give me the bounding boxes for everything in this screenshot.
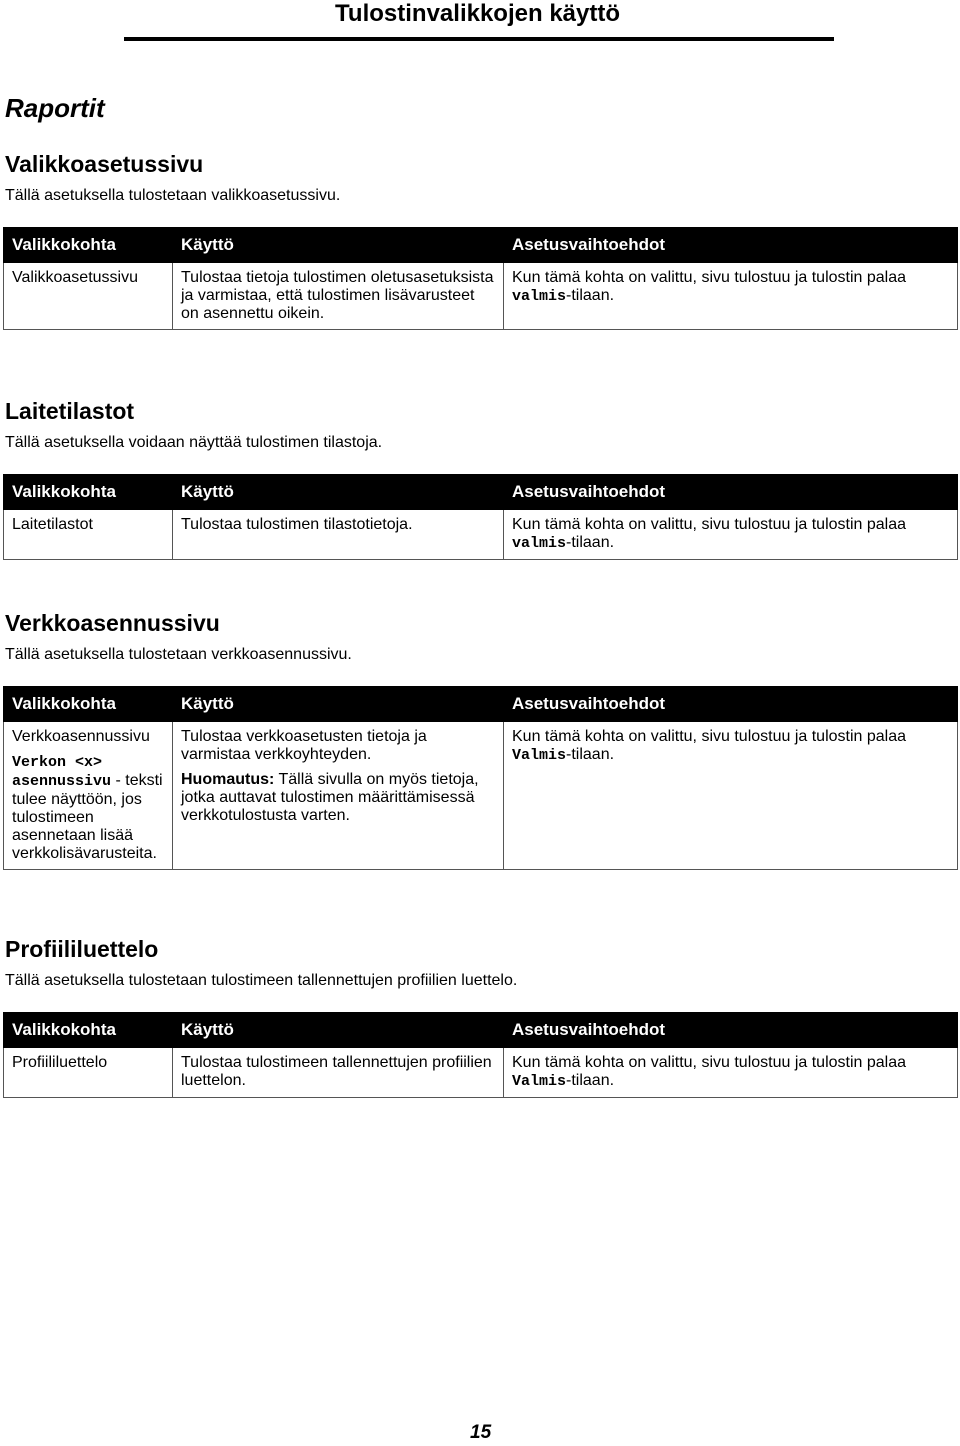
cell-usage: Tulostaa tulostimeen tallennettujen profiilien luettelon. xyxy=(173,1048,504,1098)
table-row xyxy=(4,1048,958,1098)
page-number: 15 xyxy=(470,1422,492,1443)
options-text: Kun tämä kohta on valittu, sivu tulostuu ja tulostin palaa xyxy=(512,269,907,286)
header-rule xyxy=(124,37,834,41)
options-text: Kun tämä kohta on valittu, sivu tulostuu ja tulostin palaa xyxy=(512,728,907,745)
running-header-title: Tulostinvalikkojen käyttö xyxy=(335,0,620,27)
column-header-item: Valikkokohta xyxy=(4,687,173,722)
menu-table xyxy=(3,227,958,330)
options-code: valmis xyxy=(512,535,567,552)
cell-options xyxy=(504,722,958,870)
usage-note xyxy=(181,771,495,825)
section-intro: Tällä asetuksella tulostetaan valikkoasetussivu. xyxy=(5,187,341,204)
column-header-options: Asetusvaihtoehdot xyxy=(504,687,958,722)
section-intro: Tällä asetuksella voidaan näyttää tulostimen tilastoja. xyxy=(5,434,383,451)
section-verkkoasennussivu xyxy=(3,609,959,870)
item-note-text: - teksti tulee näyttöön, jos tulostimeen asennetaan lisää verkkolisävarusteita. xyxy=(12,772,163,862)
note-text: Tällä sivulla on myös tietoja, jotka auttavat tulostimen määrittämisessä verkkotulostusta varten. xyxy=(181,771,479,824)
menu-table xyxy=(3,1012,958,1098)
options-suffix: -tilaan. xyxy=(566,746,615,763)
column-header-options: Asetusvaihtoehdot xyxy=(504,1013,958,1048)
item-note xyxy=(12,753,164,863)
cell-usage: Tulostaa tulostimen tilastotietoja. xyxy=(173,510,504,560)
options-suffix: -tilaan. xyxy=(566,534,615,551)
item-note-code: Verkon <x> asennussivu xyxy=(12,754,112,790)
options-code: Valmis xyxy=(512,747,567,764)
section-laitetilastot xyxy=(3,397,959,560)
section-profiililuettelo xyxy=(3,935,959,1098)
column-header-options: Asetusvaihtoehdot xyxy=(504,475,958,510)
cell-item: Profiililuettelo xyxy=(4,1048,173,1098)
column-header-usage: Käyttö xyxy=(173,228,504,263)
menu-table xyxy=(3,686,958,870)
section-title: Profiililuettelo xyxy=(5,936,159,962)
options-suffix: -tilaan. xyxy=(566,1072,615,1089)
section-valikkoasetussivu xyxy=(3,150,959,330)
section-title: Valikkoasetussivu xyxy=(5,151,204,177)
column-header-usage: Käyttö xyxy=(173,687,504,722)
options-code: valmis xyxy=(512,288,567,305)
usage-text: Tulostaa verkkoasetusten tietoja ja varmistaa verkkoyhteyden. xyxy=(181,728,427,763)
cell-options xyxy=(504,263,958,330)
cell-options xyxy=(504,510,958,560)
column-header-item: Valikkokohta xyxy=(4,228,173,263)
options-suffix: -tilaan. xyxy=(566,287,615,304)
section-title: Laitetilastot xyxy=(5,398,135,424)
section-title: Verkkoasennussivu xyxy=(5,610,220,636)
table-header-row xyxy=(4,228,958,263)
table-row xyxy=(4,263,958,330)
column-header-item: Valikkokohta xyxy=(4,475,173,510)
note-label: Huomautus: xyxy=(181,771,275,788)
cell-item: Valikkoasetussivu xyxy=(4,263,173,330)
running-header xyxy=(0,0,960,42)
options-text: Kun tämä kohta on valittu, sivu tulostuu ja tulostin palaa xyxy=(512,516,907,533)
options-text: Kun tämä kohta on valittu, sivu tulostuu ja tulostin palaa xyxy=(512,1054,907,1071)
menu-table xyxy=(3,474,958,560)
item-name: Verkkoasennussivu xyxy=(12,728,150,745)
chapter-title: Raportit xyxy=(5,93,105,123)
table-header-row xyxy=(4,475,958,510)
cell-usage xyxy=(173,722,504,870)
table-header-row xyxy=(4,1013,958,1048)
cell-options xyxy=(504,1048,958,1098)
section-intro: Tällä asetuksella tulostetaan verkkoasennussivu. xyxy=(5,646,352,663)
cell-item xyxy=(4,722,173,870)
options-code: Valmis xyxy=(512,1073,567,1090)
cell-item: Laitetilastot xyxy=(4,510,173,560)
column-header-usage: Käyttö xyxy=(173,1013,504,1048)
section-intro: Tällä asetuksella tulostetaan tulostimeen tallennettujen profiilien luettelo. xyxy=(5,972,518,989)
table-header-row xyxy=(4,687,958,722)
table-row xyxy=(4,722,958,870)
column-header-item: Valikkokohta xyxy=(4,1013,173,1048)
table-row xyxy=(4,510,958,560)
column-header-options: Asetusvaihtoehdot xyxy=(504,228,958,263)
cell-usage: Tulostaa tietoja tulostimen oletusasetuksista ja varmistaa, että tulostimen lisävarusteet on asennettu oikein. xyxy=(173,263,504,330)
column-header-usage: Käyttö xyxy=(173,475,504,510)
